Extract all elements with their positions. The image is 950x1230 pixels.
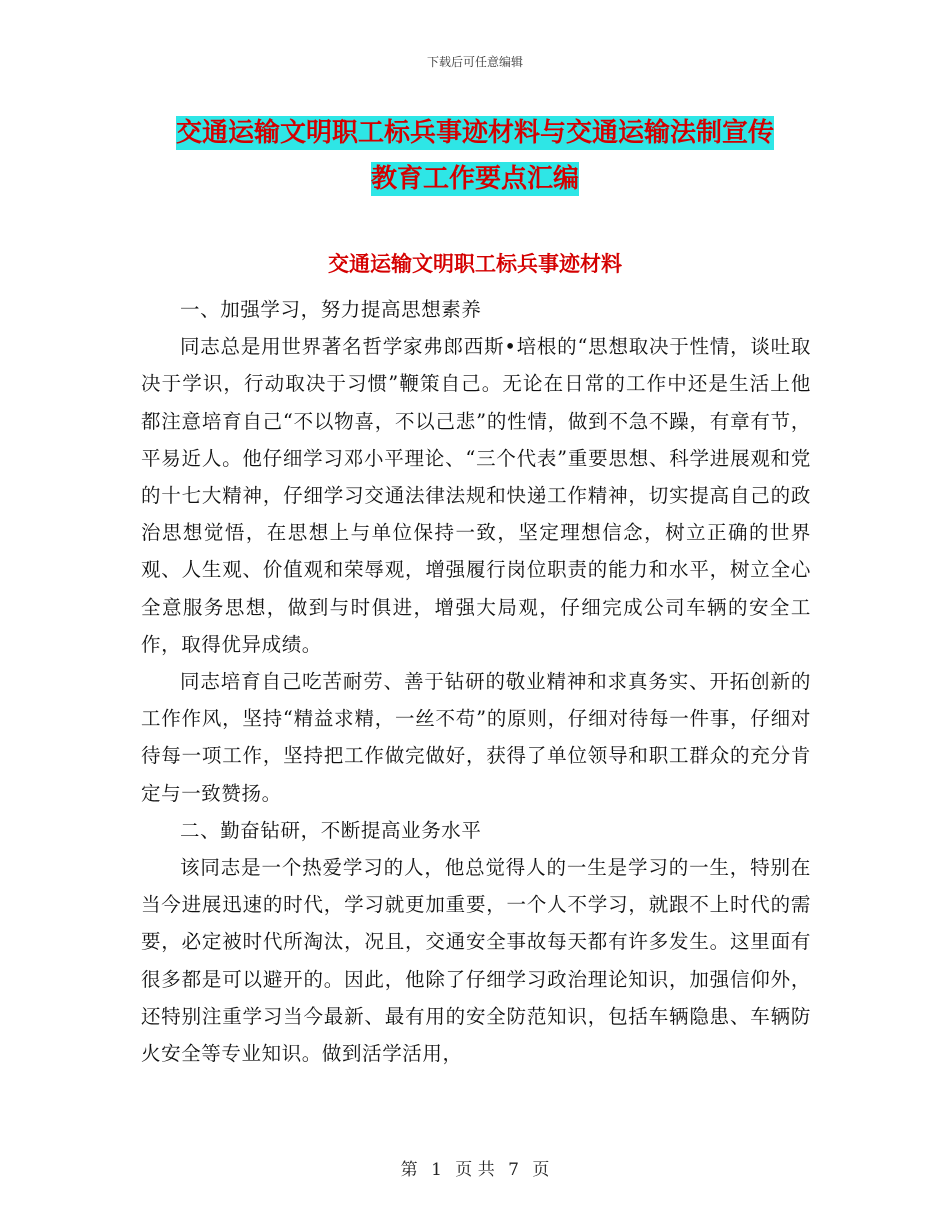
page-footer — [0, 1155, 950, 1180]
footer-middle: 页 共 — [455, 1160, 495, 1180]
paragraph: 同志总是用世界著名哲学家弗郎西斯•培根的“思想取决于性情，谈吐取决于学识，行动取决于习惯”鞭策自己。无论在日常的工作中还是生活上他都注意培育自己“不以物喜，不以己悲”的性情，做到不急不躁，有章有节，平易近人。他仔细学习邓小平理论、“三个代表”重要思想、科学进展观和党的十七大精神，仔细学习交通法律法规和快递工作精神，切实提高自己的政治思想觉悟，在思想上与单位保持一致，坚定理想信念，树立正确的世界观、人生观、价值观和荣辱观，增强履行岗位职责的能力和水平，树立全心全意服务思想，做到与时俱进，增强大局观，仔细完成公司车辆的安全工作，取得优异成绩。 — [141, 335, 811, 656]
page-number: 1 — [431, 1160, 442, 1180]
page-total: 7 — [508, 1160, 519, 1180]
paragraph: 该同志是一个热爱学习的人，他总觉得人的一生是学习的一生，特别在当今进展迅速的时代，学习就更加重要，一个人不学习，就跟不上时代的需要，必定被时代所淘汰，况且，交通安全事故每天都有许多发生。这里面有很多都是可以避开的。因此，他除了仔细学习政治理论知识，加强信仰外，还特别注重学习当今最新、最有用的安全防范知识，包括车辆隐患、车辆防火安全等专业知识。做到活学活用， — [141, 856, 811, 1066]
header-note: 下载后可任意编辑 — [426, 55, 523, 69]
heading-1: 一、加强学习，努力提高思想素养 — [180, 298, 482, 321]
heading-2: 二、勤奋钻研，不断提高业务水平 — [180, 818, 482, 842]
title-line-1: 交通运输文明职工标兵事迹材料与交通运输法制宣传 — [175, 118, 774, 148]
document-title — [140, 110, 810, 202]
section-title: 交通运输文明职工标兵事迹材料 — [328, 252, 622, 276]
footer-prefix: 第 — [400, 1160, 418, 1180]
document-body — [141, 291, 811, 1072]
paragraph: 同志培育自己吃苦耐劳、善于钻研的敬业精神和求真务实、开拓创新的工作作风，坚持“精益求精，一丝不苟”的原则，仔细对待每一件事，仔细对待每一项工作，坚持把工作做完做好，获得了单位领导和职工群众的充分肯定与一致赞扬。 — [141, 670, 811, 805]
footer-suffix: 页 — [532, 1160, 550, 1180]
title-line-2: 教育工作要点汇编 — [370, 164, 579, 194]
